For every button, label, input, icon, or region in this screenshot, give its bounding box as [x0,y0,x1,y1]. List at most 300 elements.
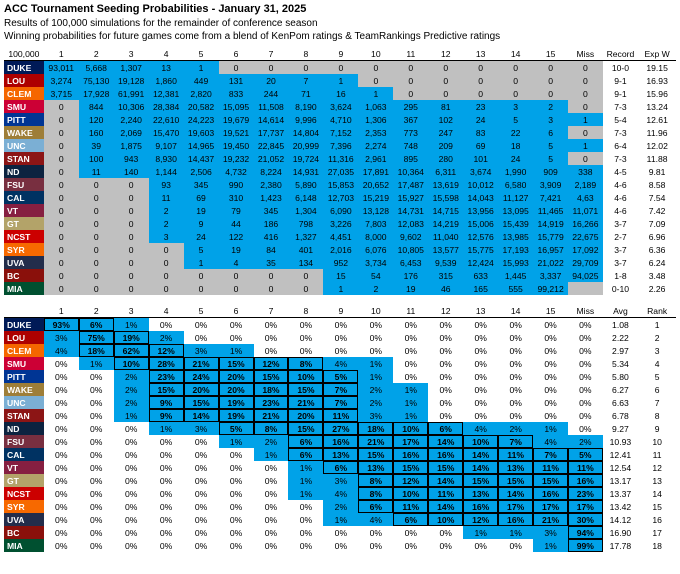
table-row [4,383,676,396]
count-cell: 0 [254,282,289,295]
percent-cell: 0% [463,357,498,370]
count-cell: 5 [533,139,568,152]
count-cell: 3 [149,230,184,243]
percent-cell: 0% [114,487,149,500]
percent-cell: 0% [428,344,463,357]
count-cell: 0 [114,282,149,295]
percent-cell: 0% [498,409,533,422]
percent-cell: 0% [114,474,149,487]
rank-cell: 11 [638,448,676,461]
count-cell: 44 [219,217,254,230]
col-header: 4 [149,304,184,318]
count-cell: 4,451 [323,230,358,243]
percent-cell: 6% [358,500,393,513]
percent-cell: 0% [219,461,254,474]
count-cell: 0 [44,152,79,165]
expected-wins-cell: 2.26 [638,282,676,295]
count-cell: 5,890 [288,178,323,191]
percent-cell: 0% [79,461,114,474]
percent-cell: 2% [114,370,149,383]
percent-table [4,304,676,552]
count-cell: 2,820 [184,87,219,100]
expected-wins-cell: 12.61 [638,113,676,126]
average-seed-cell: 9.27 [603,422,639,435]
percent-cell: 0% [254,331,289,344]
percent-cell: 14% [428,435,463,448]
percent-cell: 17% [568,500,603,513]
percent-cell: 16% [323,435,358,448]
count-cell: 100 [79,152,114,165]
count-cell: 10,306 [114,100,149,113]
percent-cell: 18% [358,422,393,435]
percent-cell: 0% [568,370,603,383]
count-cell: 22,845 [254,139,289,152]
team-label: PITT [4,113,44,126]
count-cell: 1,990 [498,165,533,178]
table-row [4,100,676,113]
percent-cell: 0% [184,526,219,539]
count-cell: 0 [219,61,254,75]
count-cell: 2 [358,282,393,295]
expected-wins-cell: 19.15 [638,61,676,75]
count-cell: 1,307 [114,61,149,75]
percent-cell: 15% [184,396,219,409]
count-cell: 3,226 [323,217,358,230]
percent-cell: 0% [358,344,393,357]
team-label: SYR [4,500,44,513]
expected-wins-cell: 7.42 [638,204,676,217]
count-cell: 0 [44,139,79,152]
team-label: CAL [4,191,44,204]
count-cell: 209 [428,139,463,152]
percent-cell: 0% [358,539,393,552]
count-cell: 7 [288,74,323,87]
count-cell: 0 [149,256,184,269]
percent-cell: 6% [288,448,323,461]
count-cell: 6,580 [498,178,533,191]
percent-cell: 10% [463,435,498,448]
count-cell: 0 [149,243,184,256]
percent-cell: 0% [288,318,323,332]
percent-cell: 0% [568,383,603,396]
page-title: ACC Tournament Seeding Probabilities - January 31, 2025 [4,3,307,15]
team-label: WAKE [4,383,44,396]
percent-cell: 6% [393,513,428,526]
rank-cell: 7 [638,396,676,409]
count-cell: 0 [44,191,79,204]
team-label: SMU [4,100,44,113]
team-label: CAL [4,448,44,461]
percent-cell: 13% [323,448,358,461]
count-cell: 11,127 [498,191,533,204]
percent-cell: 93% [44,318,79,332]
percent-cell: 0% [184,448,219,461]
percent-cell: 12% [393,474,428,487]
table-row [4,87,676,100]
percent-cell: 0% [428,396,463,409]
percent-cell: 94% [568,526,603,539]
record-cell: 9-1 [603,74,639,87]
col-header: Record [603,47,639,61]
percent-cell: 21% [288,396,323,409]
count-cell: 15 [323,269,358,282]
percent-cell: 0% [219,513,254,526]
col-header: Miss [568,47,603,61]
percent-cell: 0% [323,344,358,357]
count-cell: 186 [254,217,289,230]
count-cell: 71 [288,87,323,100]
col-header: Exp W [638,47,676,61]
rank-cell: 15 [638,500,676,513]
percent-cell: 0% [44,500,79,513]
count-cell: 6,090 [323,204,358,217]
count-cell: 2,353 [358,126,393,139]
count-cell: 5 [184,243,219,256]
table-row [4,256,676,269]
count-cell: 1,304 [288,204,323,217]
count-cell: 0 [533,61,568,75]
percent-cell: 0% [44,370,79,383]
percent-cell: 16% [463,500,498,513]
percent-cell: 0% [44,448,79,461]
count-cell: 338 [568,165,603,178]
record-cell: 4-6 [603,178,639,191]
team-label: VT [4,461,44,474]
count-cell: 909 [533,165,568,178]
percent-cell: 7% [323,396,358,409]
percent-cell: 0% [79,422,114,435]
count-cell: 0 [114,243,149,256]
percent-cell: 10% [393,487,428,500]
percent-cell: 8% [358,474,393,487]
percent-cell: 10% [288,370,323,383]
count-cell: 19,679 [219,113,254,126]
percent-cell: 11% [498,448,533,461]
count-cell: 0 [568,126,603,139]
percent-cell: 0% [114,513,149,526]
count-cell: 0 [184,282,219,295]
count-cell: 0 [393,87,428,100]
percent-cell: 0% [254,461,289,474]
count-cell: 2 [533,100,568,113]
percent-cell: 0% [184,435,219,448]
team-label: WAKE [4,126,44,139]
percent-cell: 0% [498,539,533,552]
percent-cell: 15% [533,474,568,487]
count-cell: 3,734 [358,256,393,269]
percent-cell: 4% [533,435,568,448]
col-header: 10 [358,47,393,61]
count-cell: 7,152 [323,126,358,139]
percent-cell: 0% [463,539,498,552]
percent-cell: 1% [393,396,428,409]
average-seed-cell: 5.34 [603,357,639,370]
percent-cell: 0% [219,318,254,332]
percent-cell: 4% [323,357,358,370]
percent-cell: 0% [463,370,498,383]
count-cell: 12,083 [393,217,428,230]
expected-wins-cell: 6.36 [638,243,676,256]
count-cell: 0 [114,230,149,243]
percent-cell: 5% [568,448,603,461]
percent-cell: 0% [114,526,149,539]
count-cell: 29,709 [568,256,603,269]
count-cell: 14,804 [288,126,323,139]
col-header: 14 [498,304,533,318]
col-header: 8 [288,47,323,61]
count-cell: 3,909 [533,178,568,191]
count-cell: 11,040 [428,230,463,243]
percent-cell: 2% [114,383,149,396]
team-label: UVA [4,513,44,526]
count-cell: 0 [44,243,79,256]
team-label: UNC [4,139,44,152]
count-cell: 120 [79,113,114,126]
count-cell: 4 [219,256,254,269]
rank-cell: 18 [638,539,676,552]
col-header: 1 [44,304,79,318]
record-cell: 7-3 [603,126,639,139]
rank-cell: 3 [638,344,676,357]
count-cell: 15,598 [428,191,463,204]
percent-cell: 0% [463,396,498,409]
percent-cell: 0% [428,539,463,552]
count-cell: 27,035 [323,165,358,178]
percent-cell: 21% [358,435,393,448]
count-cell: 14,219 [428,217,463,230]
percent-cell: 4% [358,513,393,526]
count-cell: 24,223 [184,113,219,126]
percent-cell: 23% [254,396,289,409]
percent-cell: 0% [79,539,114,552]
percent-cell: 15% [498,474,533,487]
percent-cell: 0% [393,526,428,539]
count-cell: 79 [219,204,254,217]
table-row [4,282,676,295]
percent-cell: 0% [533,370,568,383]
col-header: Avg [603,304,639,318]
percent-cell: 0% [533,357,568,370]
percent-cell: 2% [114,396,149,409]
count-cell: 1 [568,113,603,126]
table-row [4,61,676,75]
count-cell: 6,453 [393,256,428,269]
percent-cell: 0% [288,344,323,357]
percent-cell: 0% [288,539,323,552]
percent-cell: 11% [393,500,428,513]
count-cell: 10,805 [393,243,428,256]
count-cell: 10,364 [393,165,428,178]
percent-cell: 28% [149,357,184,370]
percent-cell: 8% [288,357,323,370]
percent-cell: 0% [533,383,568,396]
percent-cell: 11% [323,409,358,422]
percent-cell: 15% [288,422,323,435]
count-cell: 9,107 [149,139,184,152]
count-cell: 14,437 [184,152,219,165]
count-cell: 11,316 [323,152,358,165]
team-label: VT [4,204,44,217]
count-cell: 15,779 [533,230,568,243]
record-cell: 7-3 [603,100,639,113]
count-cell: 14,919 [533,217,568,230]
count-cell: 4,710 [323,113,358,126]
rank-cell: 17 [638,526,676,539]
percent-cell: 3% [533,526,568,539]
count-cell: 0 [114,269,149,282]
col-header: 8 [288,304,323,318]
percent-cell: 0% [44,474,79,487]
record-cell: 0-10 [603,282,639,295]
team-label: LOU [4,331,44,344]
count-cell: 17,092 [568,243,603,256]
col-header: 13 [463,304,498,318]
percent-cell: 0% [254,318,289,332]
count-cell: 0 [568,152,603,165]
count-cell: 0 [79,230,114,243]
percent-cell: 0% [44,357,79,370]
count-cell: 943 [114,152,149,165]
count-cell: 7,421 [533,191,568,204]
count-cell: 0 [498,87,533,100]
count-cell: 17,891 [358,165,393,178]
count-cell: 19,128 [114,74,149,87]
percent-cell: 0% [463,318,498,332]
col-header: 6 [219,304,254,318]
count-cell: 5 [533,152,568,165]
percent-cell: 0% [498,331,533,344]
percent-cell: 0% [393,331,428,344]
col-header: 5 [184,47,219,61]
record-cell: 4-6 [603,204,639,217]
rank-cell: 5 [638,370,676,383]
percent-cell: 0% [288,526,323,539]
percent-cell: 6% [428,422,463,435]
percent-cell: 19% [114,331,149,344]
col-header: 11 [393,47,428,61]
team-label: FSU [4,178,44,191]
count-cell: 19,521 [219,126,254,139]
subtitle-method: Winning probabilities for future games come from a blend of KenPom ratings & TeamRankings Predictive ratings [4,31,501,42]
count-cell: 15,006 [463,217,498,230]
count-cell: 13,577 [428,243,463,256]
percent-cell: 0% [428,357,463,370]
percent-cell: 0% [254,500,289,513]
count-cell: 0 [114,256,149,269]
col-header: 11 [393,304,428,318]
count-cell: 0 [44,230,79,243]
count-cell: 0 [254,61,289,75]
percent-cell: 15% [288,383,323,396]
count-cell: 11,508 [254,100,289,113]
percent-cell: 30% [568,513,603,526]
percent-cell: 0% [149,500,184,513]
count-cell: 93 [149,178,184,191]
count-cell: 13,095 [498,204,533,217]
percent-cell: 0% [358,318,393,332]
col-header: 10 [358,304,393,318]
count-cell: 140 [114,165,149,178]
count-cell: 0 [79,269,114,282]
count-cell: 160 [79,126,114,139]
expected-wins-cell: 7.54 [638,191,676,204]
count-cell: 11,465 [533,204,568,217]
record-cell: 5-4 [603,113,639,126]
count-cell: 46 [428,282,463,295]
percent-cell: 15% [463,474,498,487]
count-cell: 14,931 [288,165,323,178]
percent-cell: 0% [114,539,149,552]
percent-cell: 0% [149,539,184,552]
count-cell: 19 [393,282,428,295]
count-cell: 1,327 [288,230,323,243]
count-cell: 21,052 [254,152,289,165]
percent-cell: 0% [219,331,254,344]
percent-cell: 0% [428,318,463,332]
percent-cell: 0% [219,500,254,513]
expected-wins-cell: 16.93 [638,74,676,87]
count-cell: 9,539 [428,256,463,269]
corner-label [4,304,44,318]
count-cell: 0 [428,74,463,87]
percent-cell: 0% [219,448,254,461]
percent-cell: 0% [79,474,114,487]
count-cell: 0 [79,282,114,295]
count-cell: 15,927 [393,191,428,204]
table-row [4,461,676,474]
percent-cell: 0% [428,370,463,383]
count-cell: 0 [288,282,323,295]
count-cell: 0 [149,282,184,295]
percent-cell: 15% [219,357,254,370]
count-cell: 2,380 [254,178,289,191]
percent-cell: 9% [149,396,184,409]
percent-cell: 0% [44,461,79,474]
count-cell: 401 [288,243,323,256]
percent-cell: 0% [44,396,79,409]
percent-cell: 0% [79,448,114,461]
percent-cell: 0% [358,526,393,539]
record-cell: 2-7 [603,230,639,243]
count-cell: 14,043 [463,191,498,204]
count-cell: 101 [463,152,498,165]
percent-cell: 17% [533,500,568,513]
average-seed-cell: 17.78 [603,539,639,552]
count-cell: 0 [219,282,254,295]
percent-cell: 11% [533,461,568,474]
percent-cell: 6% [323,461,358,474]
team-label: BC [4,269,44,282]
record-cell: 6-4 [603,139,639,152]
percent-cell: 0% [393,370,428,383]
count-cell: 12,576 [463,230,498,243]
corner-label: 100,000 [4,47,44,61]
count-cell: 39 [79,139,114,152]
count-cell: 449 [184,74,219,87]
percent-cell: 21% [184,357,219,370]
average-seed-cell: 1.08 [603,318,639,332]
col-header: 3 [114,47,149,61]
count-cell: 14,965 [184,139,219,152]
percent-cell: 4% [323,487,358,500]
count-cell: 990 [219,178,254,191]
count-cell: 0 [114,178,149,191]
count-cell: 0 [568,74,603,87]
percent-cell: 16% [498,513,533,526]
count-cell: 416 [254,230,289,243]
count-cell: 633 [463,269,498,282]
table-row [4,357,676,370]
